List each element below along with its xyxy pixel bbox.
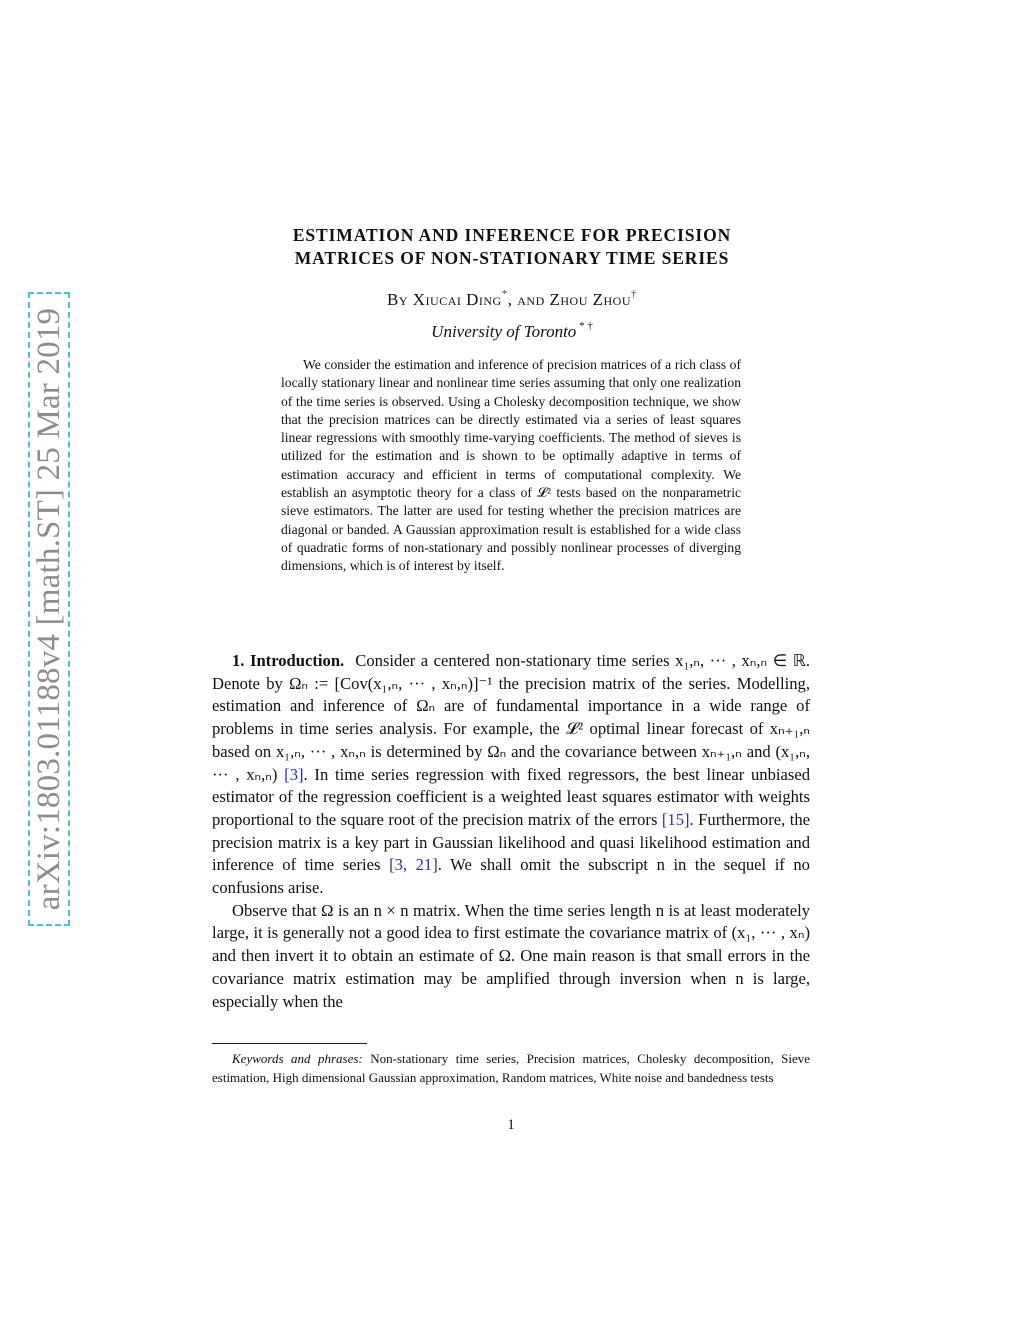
section-heading: 1. Introduction. <box>232 651 345 670</box>
title-line-2: MATRICES OF NON-STATIONARY TIME SERIES <box>294 248 730 268</box>
affiliation-name: University of Toronto <box>431 322 577 341</box>
introduction-section <box>212 650 810 1013</box>
arxiv-identifier-stamp: arXiv:1803.01188v4 [math.ST] 25 Mar 2019 <box>32 296 66 922</box>
intro-text-1a: Consider a centered non-stationary time series x₁,ₙ, ··· , xₙ,ₙ ∈ ℝ. Denote by Ωₙ := [Cov(x₁,ₙ, ··· , xₙ,ₙ)]⁻¹ the precision matrix of the series. Modelling, estimation and inference of Ωₙ are of fundamental importance in a wide range of problems in time series analysis. For example, the 𝓛² optimal linear forecast of xₙ₊₁,ₙ based on x₁,ₙ, ··· , xₙ,ₙ is determined by Ωₙ and the covariance between xₙ₊₁,ₙ and (x₁,ₙ, ··· , xₙ,ₙ) <box>212 651 810 784</box>
citation-link[interactable]: [3] <box>284 764 304 784</box>
intro-text-1d: . We shall omit the subscript n in the sequel if no confusions arise. <box>212 855 810 898</box>
author-1-footnote-mark[interactable]: * <box>501 288 508 300</box>
title-line-1: ESTIMATION AND INFERENCE FOR PRECISION <box>292 225 732 245</box>
footnote-rule <box>212 1043 367 1044</box>
author-2-footnote-mark[interactable]: † <box>631 288 637 300</box>
keywords-label: Keywords and phrases: <box>232 1051 363 1066</box>
intro-paragraph-2: Observe that Ω is an n × n matrix. When the time series length n is at least moderately large, it is generally not a good idea to first estimate the covariance matrix of (x₁, ··· , xₙ) and then invert it to obtain an estimate of Ω. One main reason is that small errors in the covariance matrix estimation may be amplified through inversion when n is large, especially when the <box>212 900 810 1011</box>
intro-text-1c: . Furthermore, the precision matrix is a key part in Gaussian likelihood and quasi likelihood estimation and inference of time series <box>212 809 810 875</box>
keywords-footnote <box>212 1049 810 1087</box>
intro-paragraph-1 <box>212 650 810 900</box>
author-by: By <box>387 290 409 309</box>
keywords-text: Non-stationary time series, Precision matrices, Cholesky decomposition, Sieve estimation, High dimensional Gaussian approximation, Random matrices, White noise and bandedness tests <box>212 1051 810 1085</box>
page-number: 1 <box>507 1117 515 1133</box>
author-line <box>212 290 812 310</box>
author-2: Zhou Zhou <box>549 290 631 309</box>
citation-link[interactable]: [15] <box>661 809 690 829</box>
affiliation-marks: * † <box>576 320 593 332</box>
author-and: , and <box>507 290 545 309</box>
paper-title <box>212 224 812 270</box>
citation-link[interactable]: [3, 21] <box>389 855 438 875</box>
author-1: Xiucai Ding <box>412 290 502 309</box>
intro-text-1b: . In time series regression with fixed regressors, the best linear unbiased estimator of the regression coefficient is a weighted least squares estimator with weights proportional to the square root of the precision matrix of the errors <box>212 764 810 829</box>
affiliation <box>212 322 812 342</box>
abstract: We consider the estimation and inference of precision matrices of a rich class of locally stationary linear and nonlinear time series assuming that only one realization of the time series is observed. Using a Cholesky decomposition technique, we show that the precision matrices can be directly estimated via a series of least squares linear regressions with smoothly time-varying coefficients. The method of sieves is utilized for the estimation and is shown to be optimally adaptive in terms of estimation accuracy and efficient in terms of computational complexity. We establish an asymptotic theory for a class of 𝓛² tests based on the nonparametric sieve estimators. The latter are used for testing whether the precision matrices are diagonal or banded. A Gaussian approximation result is established for a wide class of quadratic forms of non-stationary and possibly nonlinear processes of diverging dimensions, which is of interest by itself. <box>281 357 741 574</box>
